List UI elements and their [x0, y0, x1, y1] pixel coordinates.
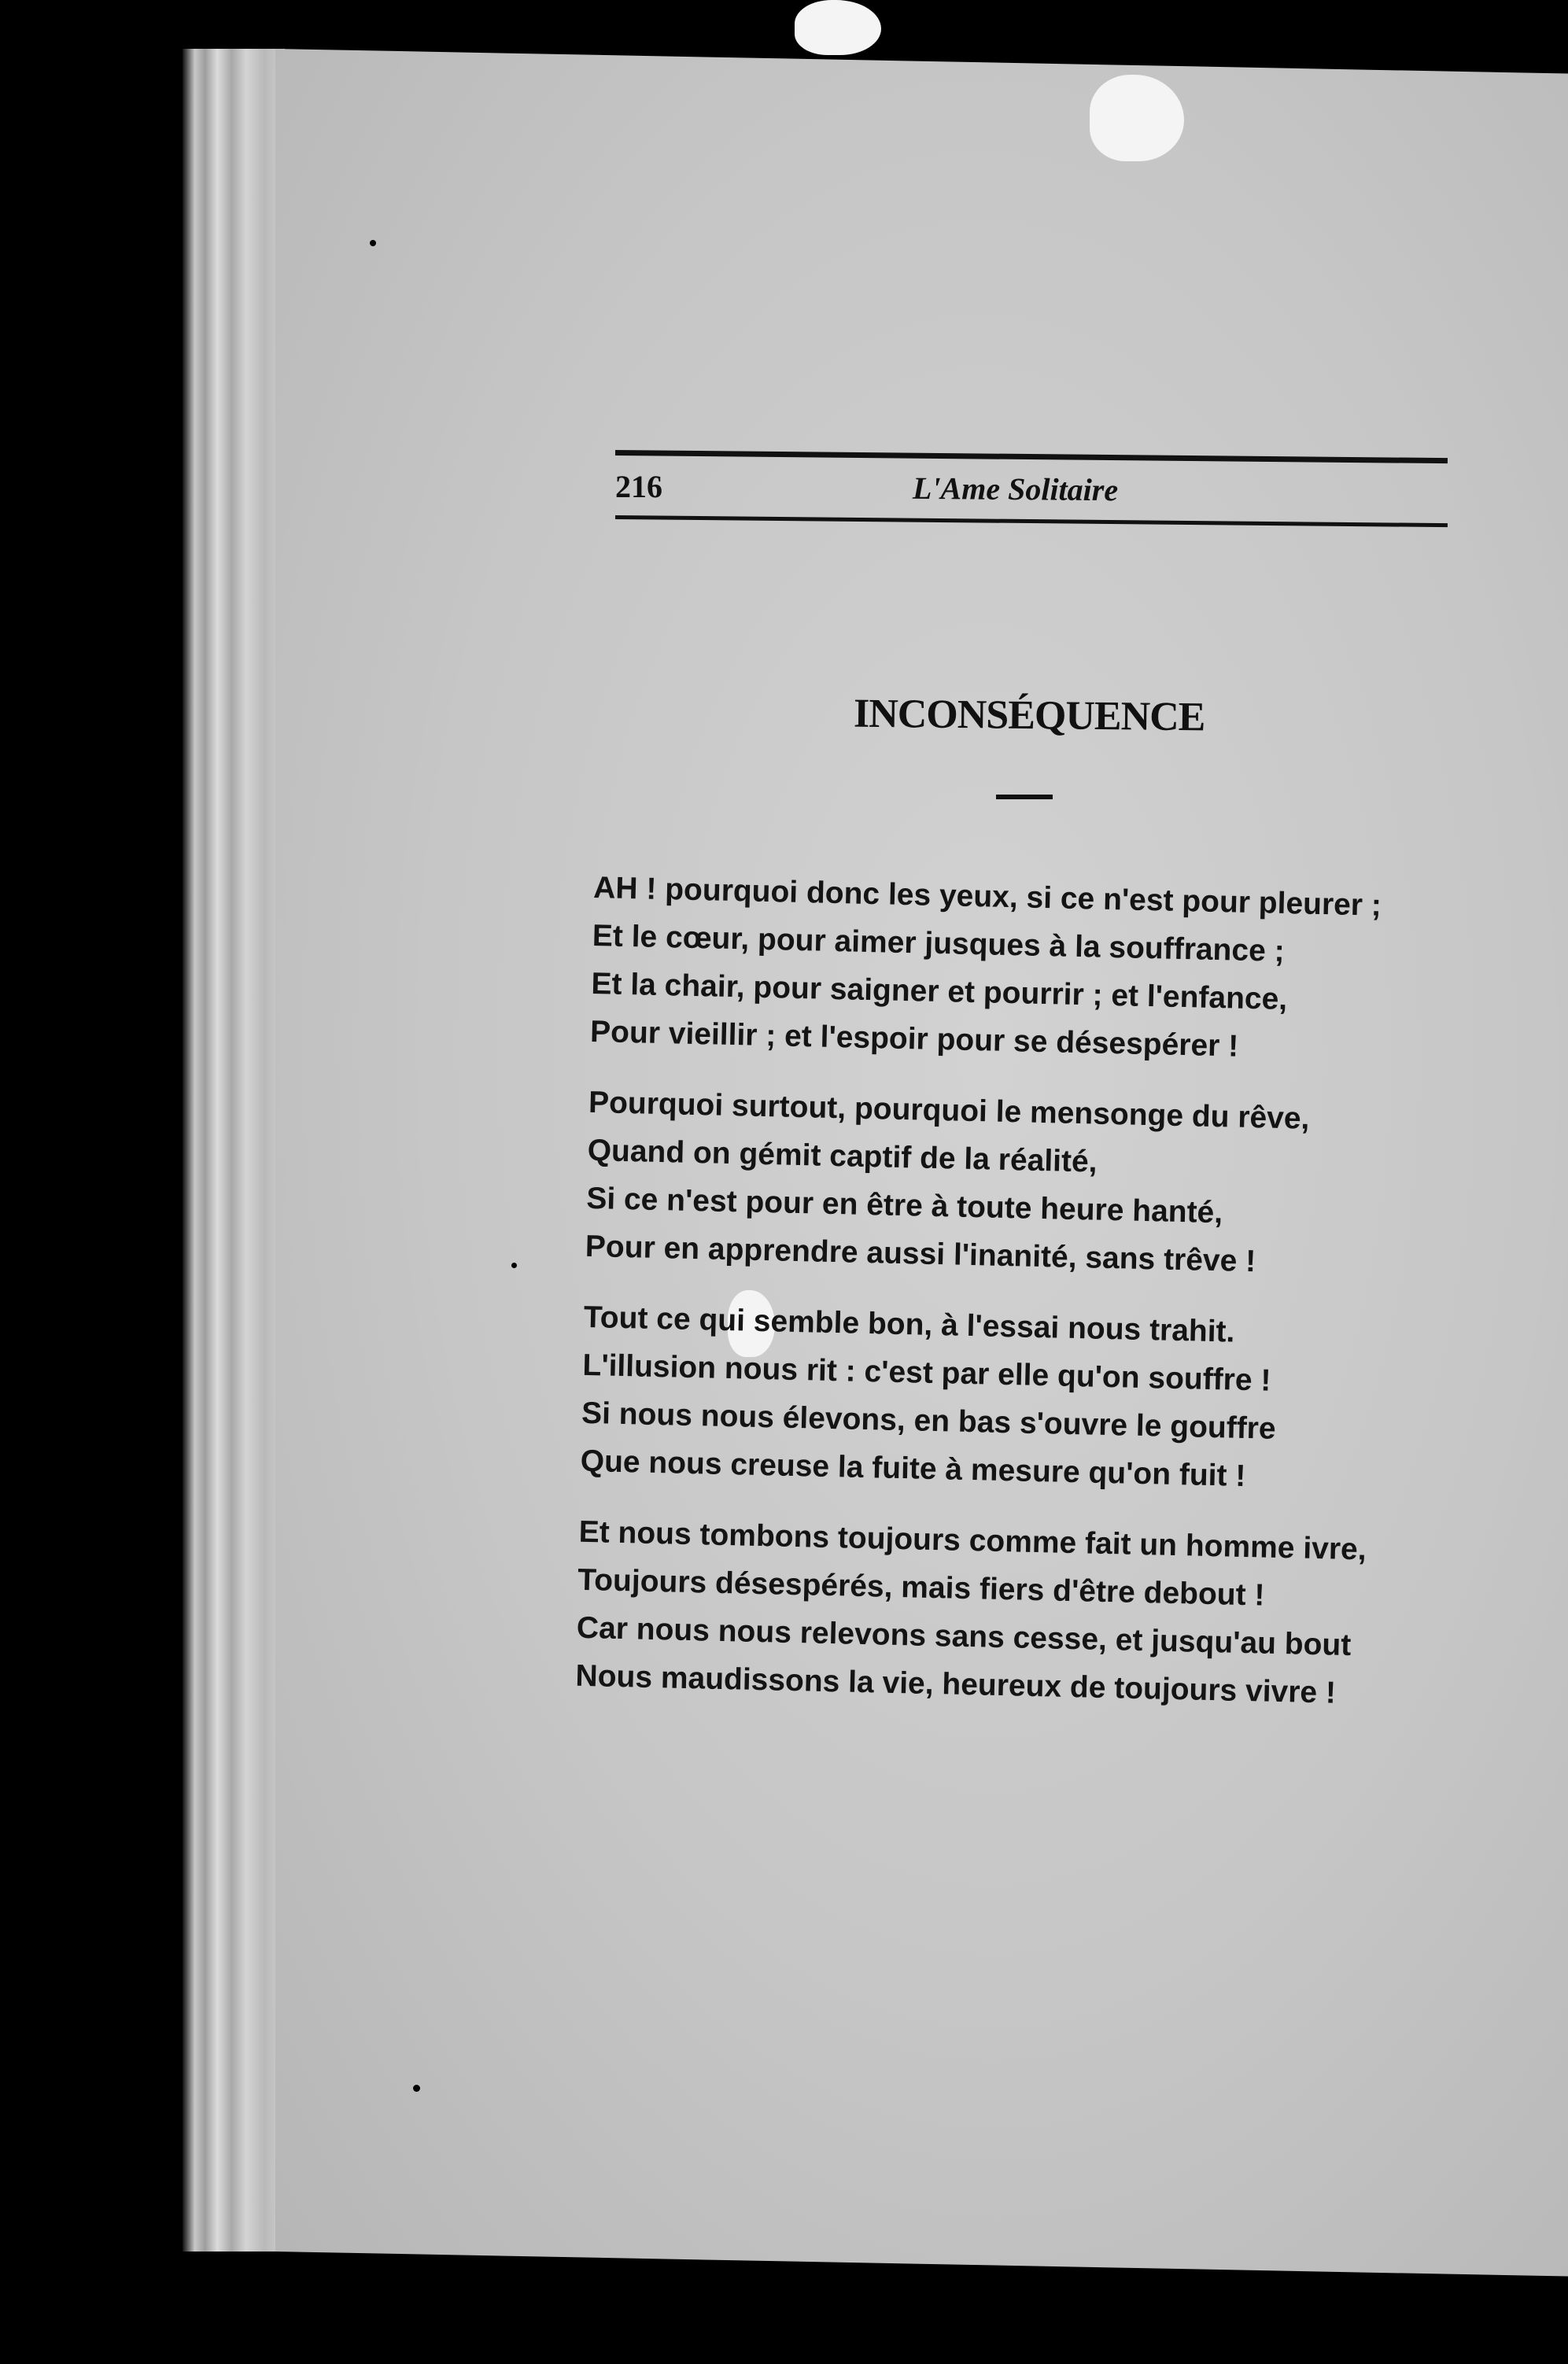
- ink-speck: [511, 1263, 517, 1268]
- poem-line: Car nous nous relevons sans cesse, et jusqu'au bout: [576, 1610, 1352, 1663]
- poem-title: INCONSÉQUENCE: [853, 691, 1205, 740]
- running-title: L'Ame Solitaire: [912, 470, 1119, 508]
- poem-line: AH ! pourquoi donc les yeux, si ce n'est pour pleurer ;: [592, 870, 1382, 923]
- page-number: 216: [615, 469, 662, 504]
- film-damage-top: [795, 0, 881, 55]
- poem-line: Tout ce qui semble bon, à l'essai nous trahit.: [583, 1300, 1235, 1349]
- poem-line: Que nous creuse la fuite à mesure qu'on fuit !: [580, 1444, 1246, 1493]
- poem-line: Et la chair, pour saigner et pourrir ; et l'enfance,: [591, 966, 1288, 1017]
- stanza-2: [585, 1079, 1493, 1291]
- poem-line: Toujours désespérés, mais fiers d'être debout !: [577, 1562, 1265, 1613]
- poem-line: L'illusion nous rit : c'est par elle qu'on souffre !: [582, 1348, 1271, 1398]
- stanza-3: [580, 1293, 1489, 1506]
- poem-line: Nous maudissons la vie, heureux de toujours vivre !: [575, 1658, 1337, 1710]
- ink-speck: [413, 2085, 420, 2092]
- poem-line: Pourquoi surtout, pourquoi le mensonge du rêve,: [588, 1085, 1310, 1136]
- poem-line: Quand on gémit captif de la réalité,: [587, 1133, 1098, 1179]
- page-edges: [183, 49, 285, 2252]
- poem-line: Et nous tombons toujours comme fait un homme ivre,: [578, 1514, 1367, 1567]
- poem-line: Si nous nous élevons, en bas s'ouvre le gouffre: [581, 1396, 1277, 1446]
- poem-line: Pour en apprendre aussi l'inanité, sans trêve !: [585, 1229, 1256, 1279]
- film-damage-corner: [1090, 75, 1184, 161]
- title-dash: [996, 795, 1053, 799]
- ink-speck: [370, 240, 376, 246]
- stanza-1: [589, 864, 1498, 1076]
- stanza-4: [575, 1508, 1484, 1720]
- poem-line: Si ce n'est pour en être à toute heure hanté,: [585, 1181, 1223, 1230]
- poem-line: Et le cœur, pour aimer jusques à la souffrance ;: [592, 918, 1286, 968]
- poem-body: [574, 864, 1498, 1743]
- poem-line: Pour vieillir ; et l'espoir pour se désespérer !: [589, 1014, 1239, 1064]
